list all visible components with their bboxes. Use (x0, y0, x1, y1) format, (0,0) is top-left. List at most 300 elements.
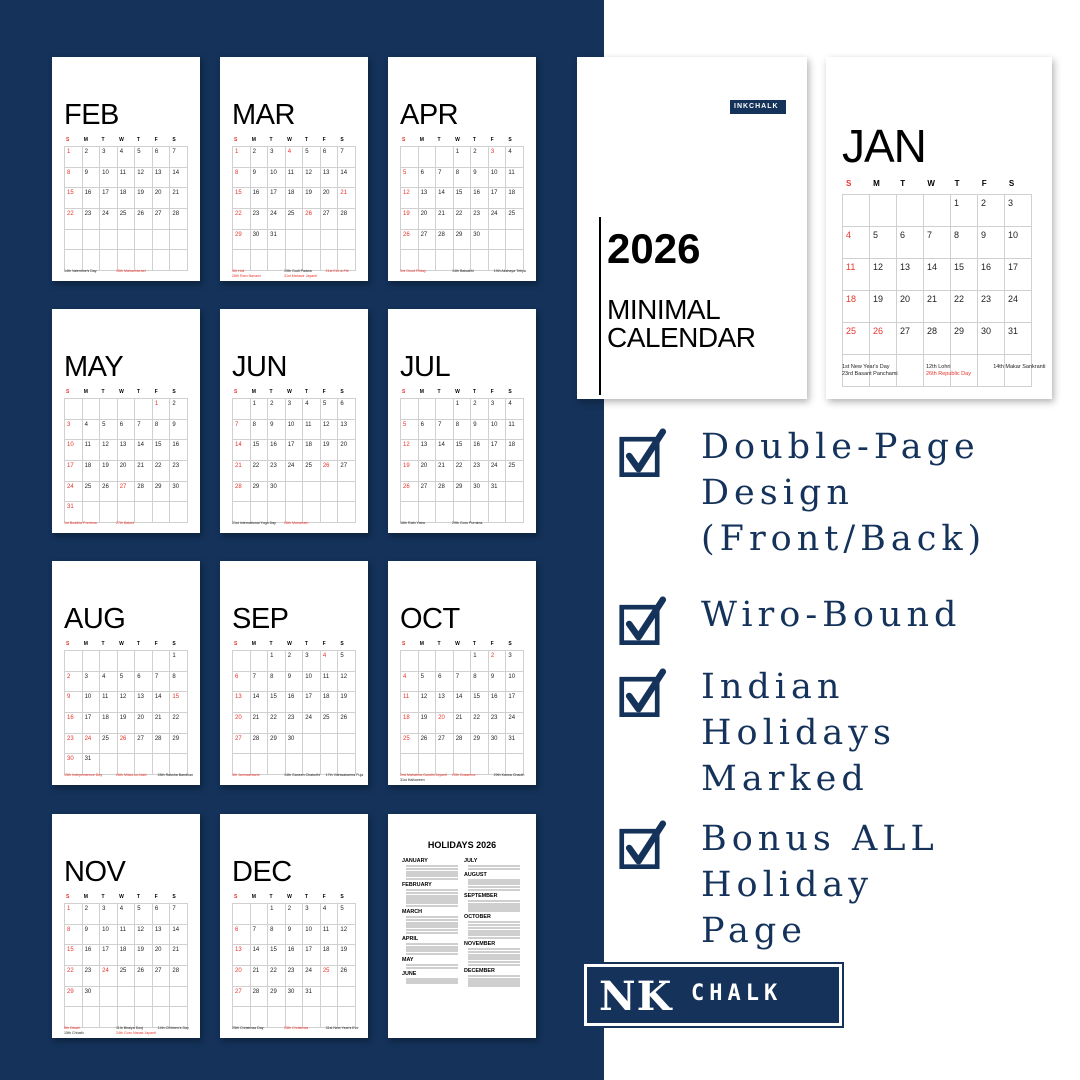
day-cell: 27 (233, 734, 251, 755)
day-cell: 10 (506, 672, 524, 693)
day-cell: 30 (471, 230, 489, 251)
day-cell: 7 (338, 147, 356, 168)
day-cell: 1 (65, 147, 83, 168)
holiday-note: 14th Makar Sankranti (993, 364, 1046, 370)
holiday-entry-line (468, 957, 520, 959)
weekday-label: W (287, 894, 292, 900)
holiday-note: 4th Janmashtami (232, 773, 260, 777)
holiday-notes (232, 269, 362, 279)
weekday-label: S (340, 894, 344, 900)
day-cell: 30 (83, 987, 101, 1008)
weekday-label: W (455, 641, 460, 647)
day-cell: 31 (1005, 323, 1032, 355)
weekday-label: S (66, 389, 70, 395)
empty-cell (303, 230, 321, 251)
empty-cell (489, 230, 507, 251)
holiday-entry-line (468, 909, 520, 911)
weekday-label: W (287, 641, 292, 647)
day-cell: 7 (924, 227, 951, 259)
weekday-label: W (927, 179, 935, 188)
day-cell: 23 (251, 209, 269, 230)
day-cell: 9 (471, 420, 489, 441)
holiday-entry-line (406, 889, 458, 891)
day-cell: 18 (506, 188, 524, 209)
holiday-entry-line (406, 865, 458, 867)
day-cell: 24 (303, 966, 321, 987)
day-cell: 20 (419, 209, 437, 230)
holiday-note: 14th Baisakhi (452, 269, 474, 273)
day-cell: 11 (506, 168, 524, 189)
holiday-entry-line (406, 922, 458, 924)
day-cell: 24 (489, 461, 507, 482)
weekday-label: M (83, 894, 88, 900)
day-cell: 19 (401, 461, 419, 482)
day-cell: 24 (100, 209, 118, 230)
day-cell: 5 (870, 227, 897, 259)
weekday-label: T (136, 389, 140, 395)
day-cell: 4 (401, 672, 419, 693)
day-cell: 6 (153, 147, 171, 168)
weekday-label: F (322, 641, 326, 647)
empty-cell (83, 230, 101, 251)
day-cell: 15 (153, 440, 171, 461)
empty-cell (303, 734, 321, 755)
day-cell: 30 (268, 482, 286, 503)
day-cell: 16 (65, 713, 83, 734)
empty-cell (251, 904, 269, 925)
day-cell: 3 (489, 399, 507, 420)
weekday-label: S (234, 137, 238, 143)
day-cell: 5 (321, 399, 339, 420)
holiday-note: 25th Christmas Day (232, 1026, 264, 1030)
day-cell: 13 (897, 259, 924, 291)
day-cell: 19 (321, 440, 339, 461)
day-cell: 23 (83, 209, 101, 230)
day-cell: 11 (321, 672, 339, 693)
day-cell: 9 (978, 227, 1005, 259)
day-cell: 12 (303, 168, 321, 189)
day-cell: 4 (321, 651, 339, 672)
day-cell: 18 (118, 945, 136, 966)
day-cell: 22 (268, 966, 286, 987)
day-cell: 28 (153, 734, 171, 755)
day-cell: 28 (170, 966, 188, 987)
weekday-header (842, 179, 1032, 188)
feature-line: Double-Page (701, 427, 980, 467)
day-cell: 12 (321, 420, 339, 441)
holiday-entry-line (468, 879, 520, 881)
day-cell: 26 (135, 966, 153, 987)
empty-cell (419, 147, 437, 168)
holiday-note: 31st Halloween (400, 777, 425, 782)
day-cell: 27 (419, 482, 437, 503)
inkchalk-brand-logo (584, 964, 842, 1026)
weekday-label: W (455, 389, 460, 395)
day-cell: 22 (153, 461, 171, 482)
empty-cell (419, 651, 437, 672)
holiday-entry-line (406, 981, 458, 983)
day-cell: 10 (489, 420, 507, 441)
empty-cell (897, 195, 924, 227)
holiday-month-heading: NOVEMBER (464, 941, 496, 947)
day-cell: 19 (135, 945, 153, 966)
day-cell: 9 (251, 168, 269, 189)
holiday-note: 26th Ram Navami (232, 273, 261, 278)
day-cell: 28 (924, 323, 951, 355)
day-cell: 13 (436, 692, 454, 713)
day-cell: 20 (419, 461, 437, 482)
weekday-label: T (437, 389, 441, 395)
day-cell: 1 (233, 147, 251, 168)
day-cell: 10 (286, 420, 304, 441)
day-cell: 27 (233, 987, 251, 1008)
holiday-entry-line (468, 933, 520, 935)
day-cell: 29 (268, 987, 286, 1008)
feature-line: Marked (701, 759, 869, 799)
day-cell: 1 (454, 399, 472, 420)
day-cell: 4 (118, 147, 136, 168)
day-cell: 1 (170, 651, 188, 672)
day-cell: 10 (303, 672, 321, 693)
feature-line: Indian (701, 667, 845, 707)
month-name: JUL (400, 351, 451, 383)
day-cell: 24 (286, 461, 304, 482)
day-cell: 27 (118, 482, 136, 503)
day-cell: 4 (100, 672, 118, 693)
day-cell: 8 (153, 420, 171, 441)
empty-cell (401, 147, 419, 168)
day-cell: 20 (153, 188, 171, 209)
weekday-header (232, 389, 356, 395)
day-cell: 6 (419, 420, 437, 441)
holiday-month-heading: MAY (402, 956, 414, 963)
day-cell: 2 (489, 651, 507, 672)
day-cell: 8 (268, 925, 286, 946)
month-page-aug (52, 561, 200, 785)
day-cell: 31 (65, 502, 83, 523)
holiday-entry-line (468, 948, 520, 950)
day-cell: 27 (419, 230, 437, 251)
day-cell: 29 (153, 482, 171, 503)
feature-line: (Front/Back) (701, 519, 987, 559)
day-cell: 25 (506, 209, 524, 230)
month-name: SEP (232, 603, 289, 635)
holiday-note: 23rd Basant Panchami (842, 371, 898, 377)
day-cell: 2 (286, 904, 304, 925)
day-cell: 9 (65, 692, 83, 713)
day-cell: 6 (321, 147, 339, 168)
day-cell: 18 (100, 713, 118, 734)
day-cell: 24 (83, 734, 101, 755)
weekday-label: T (304, 894, 308, 900)
empty-cell (100, 230, 118, 251)
day-cell: 28 (436, 230, 454, 251)
holiday-notes (232, 1026, 362, 1036)
day-cell: 13 (419, 440, 437, 461)
day-cell: 3 (303, 904, 321, 925)
day-cell: 28 (251, 987, 269, 1008)
holiday-entry-line (468, 889, 520, 891)
day-cell: 21 (170, 188, 188, 209)
weekday-label: S (340, 389, 344, 395)
day-cell: 8 (65, 168, 83, 189)
day-cell: 22 (454, 461, 472, 482)
day-cell: 18 (506, 440, 524, 461)
empty-cell (321, 230, 339, 251)
day-cell: 24 (268, 209, 286, 230)
empty-cell (65, 399, 83, 420)
holiday-note: 28th Raksha Bandhan (157, 773, 194, 777)
day-cell: 29 (65, 987, 83, 1008)
day-cell: 20 (321, 188, 339, 209)
empty-cell (924, 195, 951, 227)
empty-cell (506, 482, 524, 503)
holiday-month-heading: AUGUST (464, 872, 487, 879)
day-cell: 25 (321, 966, 339, 987)
day-cell: 14 (436, 188, 454, 209)
holiday-note: 21st Eid ul-Fitr (325, 269, 349, 273)
weekday-label: F (322, 389, 326, 395)
month-page-apr (388, 57, 536, 281)
day-cell: 10 (1005, 227, 1032, 259)
day-cell: 21 (153, 713, 171, 734)
day-cell: 14 (251, 945, 269, 966)
weekday-label: S (402, 389, 406, 395)
day-cell: 22 (170, 713, 188, 734)
day-cell: 2 (978, 195, 1005, 227)
day-cell: 11 (100, 692, 118, 713)
day-cell: 9 (170, 420, 188, 441)
day-cell: 3 (100, 904, 118, 925)
weekday-label: S (66, 137, 70, 143)
day-cell: 16 (83, 945, 101, 966)
day-cell: 3 (506, 651, 524, 672)
day-cell: 1 (454, 147, 472, 168)
day-cell: 24 (489, 209, 507, 230)
day-grid (64, 650, 188, 775)
month-page-nov (52, 814, 200, 1038)
day-cell: 25 (118, 209, 136, 230)
day-cell: 2 (268, 399, 286, 420)
day-cell: 23 (286, 713, 304, 734)
day-cell: 19 (118, 713, 136, 734)
holiday-entry-line (406, 919, 458, 921)
day-cell: 21 (233, 461, 251, 482)
day-cell: 25 (83, 482, 101, 503)
month-name: OCT (400, 603, 460, 635)
weekday-label: S (234, 389, 238, 395)
weekday-label: S (172, 137, 176, 143)
day-cell: 26 (100, 482, 118, 503)
day-cell: 7 (170, 147, 188, 168)
weekday-header (400, 389, 524, 395)
day-cell: 18 (401, 713, 419, 734)
month-page-feb (52, 57, 200, 281)
holiday-notes (64, 521, 194, 531)
day-cell: 14 (135, 440, 153, 461)
weekday-header (232, 641, 356, 647)
holiday-month-heading: DECEMBER (464, 968, 495, 975)
day-cell: 6 (419, 168, 437, 189)
day-cell: 29 (251, 482, 269, 503)
day-cell: 11 (303, 420, 321, 441)
holiday-entry-line (406, 953, 458, 955)
day-cell: 2 (471, 399, 489, 420)
empty-cell (153, 230, 171, 251)
empty-cell (153, 651, 171, 672)
day-cell: 12 (870, 259, 897, 291)
empty-cell (233, 651, 251, 672)
day-cell: 30 (170, 482, 188, 503)
weekday-label: T (437, 137, 441, 143)
holiday-note: 25th Christmas (284, 1026, 309, 1030)
day-cell: 13 (321, 168, 339, 189)
day-cell: 23 (170, 461, 188, 482)
day-cell: 31 (268, 230, 286, 251)
holiday-note: 15th Independence Day (64, 773, 103, 777)
month-name: AUG (64, 603, 126, 635)
day-cell: 14 (436, 440, 454, 461)
empty-cell (321, 482, 339, 503)
empty-cell (233, 904, 251, 925)
day-cell: 26 (118, 734, 136, 755)
day-cell: 13 (153, 168, 171, 189)
day-cell: 15 (65, 188, 83, 209)
weekday-label: S (508, 389, 512, 395)
weekday-label: T (304, 389, 308, 395)
weekday-label: T (954, 179, 960, 188)
holiday-note: 14th Ganesh Chaturthi (284, 773, 321, 777)
feature-line: Design (701, 473, 854, 513)
day-cell: 25 (286, 209, 304, 230)
day-cell: 25 (118, 966, 136, 987)
holiday-month-heading: FEBRUARY (402, 881, 432, 888)
weekday-label: T (472, 137, 476, 143)
day-cell: 6 (338, 399, 356, 420)
holiday-month-heading: JANUARY (402, 858, 428, 864)
day-cell: 4 (506, 399, 524, 420)
day-cell: 12 (401, 440, 419, 461)
day-cell: 15 (170, 692, 188, 713)
day-cell: 16 (286, 945, 304, 966)
day-cell: 31 (506, 734, 524, 755)
day-cell: 13 (338, 420, 356, 441)
day-cell: 18 (321, 692, 339, 713)
weekday-label: F (154, 389, 158, 395)
weekday-label: S (508, 641, 512, 647)
empty-cell (454, 651, 472, 672)
day-cell: 4 (303, 399, 321, 420)
day-cell: 8 (170, 672, 188, 693)
month-name: NOV (64, 856, 126, 888)
day-cell: 18 (83, 461, 101, 482)
weekday-label: S (340, 641, 344, 647)
day-cell: 6 (233, 672, 251, 693)
day-cell: 5 (135, 904, 153, 925)
day-cell: 8 (951, 227, 978, 259)
holiday-entry-line (468, 975, 520, 977)
holiday-note: 16th Rath Yatra (400, 521, 425, 525)
day-cell: 1 (268, 651, 286, 672)
day-cell: 3 (268, 147, 286, 168)
month-name: APR (400, 99, 459, 131)
day-cell: 4 (506, 147, 524, 168)
holiday-entry-line (406, 929, 458, 931)
holiday-note: 26th Muharram (284, 521, 309, 525)
day-cell: 27 (153, 209, 171, 230)
holiday-month-heading: SEPTEMBER (464, 893, 498, 900)
day-cell: 10 (489, 168, 507, 189)
day-grid (400, 650, 524, 775)
day-cell: 17 (303, 692, 321, 713)
weekday-label: F (322, 894, 326, 900)
holiday-entry-line (406, 925, 458, 927)
day-cell: 15 (471, 692, 489, 713)
holiday-note: 20th Dussehra (452, 773, 476, 777)
day-cell: 21 (251, 713, 269, 734)
empty-cell (870, 195, 897, 227)
day-cell: 3 (83, 672, 101, 693)
weekday-header (400, 137, 524, 143)
day-cell: 19 (419, 713, 437, 734)
empty-cell (436, 147, 454, 168)
day-cell: 30 (471, 482, 489, 503)
holiday-note: 1st Buddha Purnima (64, 521, 97, 525)
holiday-column-right (464, 856, 528, 987)
day-cell: 8 (251, 420, 269, 441)
day-cell: 17 (83, 713, 101, 734)
month-page-mar (220, 57, 368, 281)
holiday-note: 19th Gudi Padwa (284, 269, 312, 273)
day-cell: 20 (897, 291, 924, 323)
day-grid (232, 146, 356, 271)
holiday-month-heading: MARCH (402, 909, 423, 916)
day-cell: 9 (268, 420, 286, 441)
weekday-label: T (101, 389, 105, 395)
day-cell: 14 (170, 925, 188, 946)
cover-brand-logo: INKCHALK (730, 100, 786, 114)
day-cell: 4 (843, 227, 870, 259)
weekday-label: S (172, 641, 176, 647)
day-cell: 2 (471, 147, 489, 168)
cover-page (577, 57, 807, 399)
day-cell: 16 (83, 188, 101, 209)
month-page-jun (220, 309, 368, 533)
day-cell: 6 (233, 925, 251, 946)
checkbox-checked-icon (618, 596, 674, 652)
day-cell: 7 (233, 420, 251, 441)
weekday-label: M (83, 641, 88, 647)
day-cell: 16 (251, 188, 269, 209)
holiday-entry-line (468, 984, 520, 986)
day-cell: 28 (170, 209, 188, 230)
weekday-label: M (83, 389, 88, 395)
day-cell: 1 (153, 399, 171, 420)
holiday-entry-line (406, 878, 458, 880)
holiday-entry-line (406, 871, 458, 873)
empty-cell (843, 195, 870, 227)
day-cell: 6 (436, 672, 454, 693)
day-cell: 15 (251, 440, 269, 461)
weekday-header (232, 894, 356, 900)
day-cell: 18 (321, 945, 339, 966)
day-cell: 7 (454, 672, 472, 693)
day-cell: 24 (506, 713, 524, 734)
day-cell: 8 (454, 420, 472, 441)
weekday-label: F (154, 137, 158, 143)
weekday-label: T (269, 641, 273, 647)
day-cell: 23 (471, 209, 489, 230)
